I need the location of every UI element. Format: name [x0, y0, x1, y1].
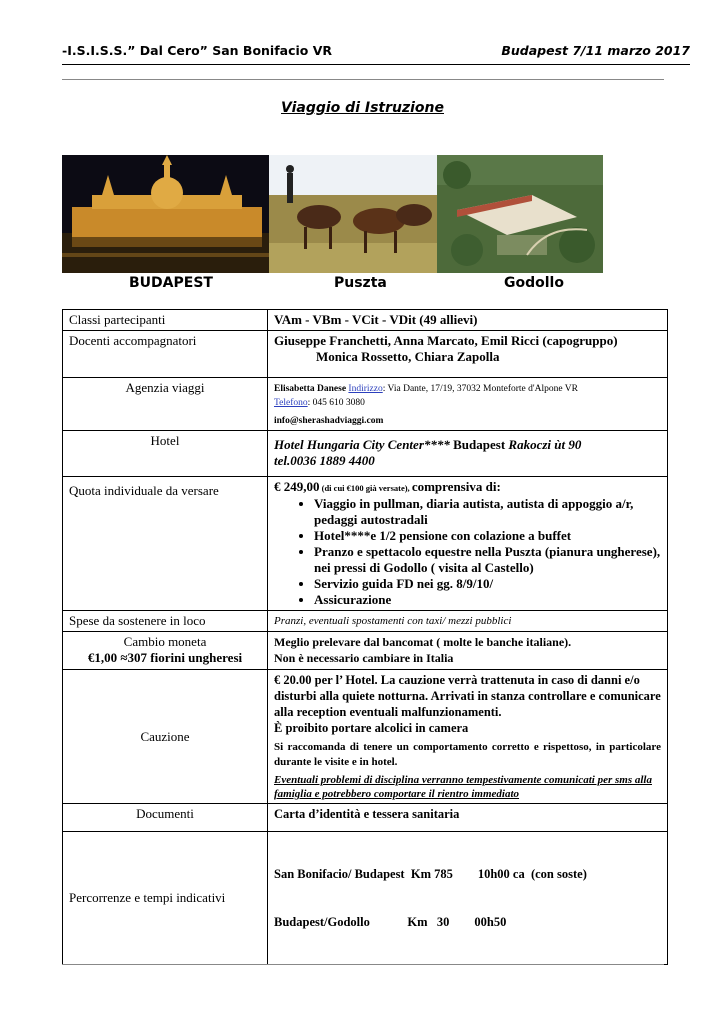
hotel-value — [268, 431, 668, 477]
cambio-line2: Non è necessario cambiare in Italia — [274, 651, 454, 665]
photo-puszta-horses — [269, 155, 437, 273]
caption-budapest: BUDAPEST — [129, 275, 213, 291]
agenzia-email[interactable]: info@sherashadviaggi.com — [274, 416, 384, 426]
quota-item: • Servizio guida FD nei gg. 8/9/10/ — [314, 576, 661, 592]
agenzia-phone: : 045 610 3080 — [307, 398, 365, 408]
docenti-label: Docenti accompagnatori — [63, 331, 268, 378]
docenti-line1: Giuseppe Franchetti, Anna Marcato, Emil Ricci (capogruppo) — [274, 333, 618, 348]
quota-note: (di cui €100 già versate), — [319, 483, 412, 493]
cauzione-value — [268, 670, 668, 804]
header-trip-date: Budapest 7/11 marzo 2017 — [501, 43, 690, 58]
docenti-line2: Monica Rossetto, Chiara Zapolla — [316, 349, 500, 364]
cauzione-p4: Eventuali problemi di disciplina verranno tempestivamente comunicati per sms alla famiglia e potrebbero comportare il rientro immediato — [274, 774, 652, 800]
agenzia-address: : Via Dante, 17/19, 37032 Monteforte d'Alpone VR — [382, 384, 578, 394]
header-school: -I.S.I.S.S.” Dal Cero” San Bonifacio VR — [62, 43, 333, 58]
classi-label: Classi partecipanti — [63, 310, 268, 331]
hotel-city: Budapest — [449, 437, 509, 452]
cambio-rate: €1,00 ≈307 fiorini ungheresi — [87, 650, 243, 665]
hotel-address: Rakoczi ùt 90 — [508, 437, 582, 452]
hotel-label: Hotel — [63, 431, 268, 477]
photo-budapest-parliament — [62, 155, 269, 273]
trip-info-table — [62, 309, 668, 965]
percorrenze-line1: San Bonifacio/ Budapest Km 785 10h00 ca (con soste) — [274, 867, 587, 881]
row-quota — [63, 477, 668, 611]
cauzione-p1: € 20.00 per l’ Hotel. La cauzione verrà trattenuta in caso di danni e/o disturbi alla quiete notturna. Arrivati in stanza controllare e comunicare alla reception eventuali malfunzionamenti. — [274, 673, 661, 719]
row-cambio — [63, 632, 668, 670]
top-rule — [62, 79, 664, 80]
agenzia-value — [268, 378, 668, 431]
header-divider — [62, 64, 690, 65]
quota-item: • Hotel****e 1/2 pensione con colazione a buffet — [314, 528, 661, 544]
row-classi — [63, 310, 668, 331]
documenti-value: Carta d’identità e tessera sanitaria — [268, 804, 668, 832]
percorrenze-value — [268, 832, 668, 965]
quota-item: • Assicurazione — [314, 592, 661, 608]
quota-price: € 249,00 — [274, 479, 320, 494]
cauzione-p3: Si raccomanda di tenere un comportamento corretto e rispettoso, in particolare durante le visite e in hotel. — [274, 741, 661, 768]
hotel-name: Hotel Hungaria City Center**** — [274, 437, 450, 452]
cambio-label-line1: Cambio moneta — [123, 634, 207, 649]
percorrenze-line2: Budapest/Godollo Km 30 00h50 — [274, 915, 507, 929]
cambio-label — [63, 632, 268, 670]
cambio-value — [268, 632, 668, 670]
row-docenti — [63, 331, 668, 378]
quota-item: • Pranzo e spettacolo equestre nella Puszta (pianura ungherese), nei pressi di Godollo ( visita al Castello) — [314, 544, 661, 576]
hotel-phone: tel.0036 1889 4400 — [274, 453, 375, 468]
photo-strip — [62, 155, 603, 273]
quota-items-list — [274, 496, 661, 608]
agenzia-address-link[interactable]: Indirizzo — [348, 384, 383, 394]
page-title: Viaggio di Istruzione — [281, 100, 444, 116]
row-agenzia — [63, 378, 668, 431]
spese-label: Spese da sostenere in loco — [63, 611, 268, 632]
documenti-label: Documenti — [63, 804, 268, 832]
quota-value — [268, 477, 668, 611]
quota-label: Quota individuale da versare — [63, 477, 268, 611]
cauzione-p2: È proibito portare alcolici in camera — [274, 721, 469, 735]
row-hotel — [63, 431, 668, 477]
page-header — [62, 43, 690, 63]
photo-godollo-castle — [437, 155, 603, 273]
row-cauzione — [63, 670, 668, 804]
spese-value: Pranzi, eventuali spostamenti con taxi/ mezzi pubblici — [268, 611, 668, 632]
agenzia-phone-link[interactable]: Telefono — [274, 398, 308, 408]
quota-intro: comprensiva di: — [411, 479, 501, 494]
caption-puszta: Puszta — [334, 275, 387, 291]
cambio-line1: Meglio prelevare dal bancomat ( molte le banche italiane). — [274, 635, 572, 649]
agenzia-contact-name: Elisabetta Danese — [274, 384, 347, 394]
caption-godollo: Godollo — [504, 275, 564, 291]
bottom-rule — [62, 964, 664, 965]
row-spese — [63, 611, 668, 632]
row-documenti — [63, 804, 668, 832]
docenti-value — [268, 331, 668, 378]
cauzione-label: Cauzione — [63, 670, 268, 804]
classi-value: VAm - VBm - VCit - VDit (49 allievi) — [268, 310, 668, 331]
quota-item: • Viaggio in pullman, diaria autista, autista di appoggio a/r, pedaggi autostradali — [314, 496, 661, 528]
row-percorrenze — [63, 832, 668, 965]
agenzia-label: Agenzia viaggi — [63, 378, 268, 431]
percorrenze-label: Percorrenze e tempi indicativi — [63, 832, 268, 965]
